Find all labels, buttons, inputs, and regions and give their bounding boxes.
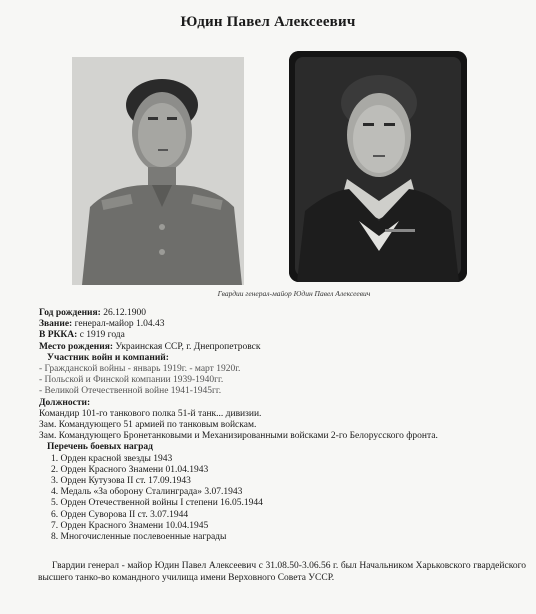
award-item: 7. Орден Красного Знамени 10.04.1945 (51, 520, 209, 531)
footer-paragraph: Гвардии генерал - майор Юдин Павел Алексеевич с 31.08.50-3.06.56 г. был Начальником Харьковского гвардейского высшего танко-во командного училища имени Верховного Совета УССР. (38, 561, 526, 583)
fact-rank: Звание: генерал-майор 1.04.43 (39, 319, 165, 330)
portrait-photo-left (72, 57, 244, 285)
award-item: 4. Медаль «За оборону Сталинграда» 3.07.1943 (51, 487, 243, 498)
award-item: 8. Многочисленные послевоенные награды (51, 532, 227, 543)
war-item: - Польской и Финской компании 1939-1940гг. (39, 375, 224, 386)
award-item: 6. Орден Суворова II ст. 3.07.1944 (51, 509, 189, 520)
wars-heading: Участник войн и компаний: (47, 352, 169, 363)
award-item: 2. Орден Красного Знамени 01.04.1943 (51, 464, 209, 475)
awards-heading: Перечень боевых наград (47, 442, 153, 453)
portrait-photo-right (289, 51, 467, 282)
award-item: 3. Орден Кутузова II ст. 17.09.1943 (51, 476, 191, 487)
war-item: - Великой Отечественной войне 1941-1945гг. (39, 386, 222, 397)
biography-section (39, 308, 529, 543)
photo-caption: Гвардии генерал-майор Юдин Павел Алексеевич (217, 289, 371, 298)
positions-heading: Должности: (39, 397, 91, 408)
awards-list (39, 454, 529, 544)
award-item: 5. Орден Отечественной войны I степени 16.05.1944 (51, 498, 263, 509)
position-item: Командир 101-го танкового полка 51-й танк... дивизии. (39, 408, 262, 419)
position-item: Зам. Командующего Бронетанковыми и Механизированными войсками 2-го Белорусского фронта. (39, 431, 438, 442)
fact-army-service: В РККА: с 1919 года (39, 330, 125, 341)
award-item: 1. Орден красной звезды 1943 (51, 453, 173, 464)
fact-birthplace: Место рождения: Украинская ССР, г. Днепропетровск (39, 341, 261, 352)
document-title: Юдин Павел Алексеевич (180, 14, 356, 30)
fact-birth-date: Год рождения: 26.12.1900 (39, 308, 146, 318)
position-item: Зам. Командующего 51 армией по танковым войскам. (39, 420, 257, 431)
war-item: - Гражданской войны - январь 1919г. - март 1920г. (39, 364, 241, 375)
